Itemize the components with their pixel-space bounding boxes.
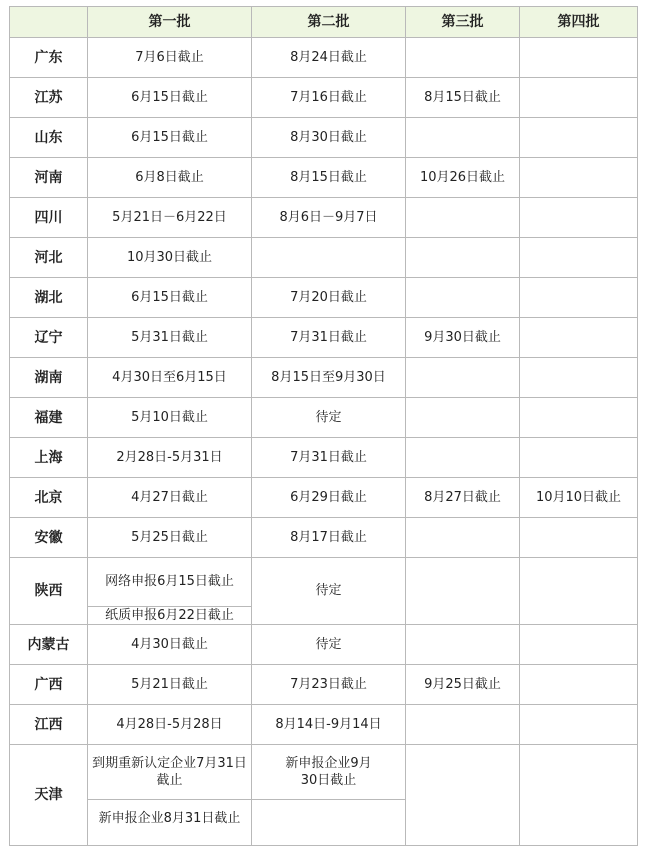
- batch-4-cell: [520, 158, 638, 198]
- province-cell: 广西: [10, 665, 88, 705]
- batch-2-cell: 6月29日截止: [252, 478, 406, 518]
- batch-2-cell: 待定: [252, 625, 406, 665]
- batch-3-cell: 8月15日截止: [406, 78, 520, 118]
- batch-1-cell: 5月31日截止: [88, 318, 252, 358]
- province-cell: 湖北: [10, 278, 88, 318]
- province-cell: 天津: [10, 745, 88, 846]
- batch-1-split-cell: [88, 558, 252, 625]
- province-cell: 辽宁: [10, 318, 88, 358]
- batch-4-cell: [520, 625, 638, 665]
- province-cell: 上海: [10, 438, 88, 478]
- batch-4-cell: [520, 358, 638, 398]
- province-cell: 江西: [10, 705, 88, 745]
- batch-1-cell: 6月8日截止: [88, 158, 252, 198]
- batch-2-cell: 7月31日截止: [252, 438, 406, 478]
- table-row: [10, 665, 638, 705]
- table-row-tianjin: [10, 745, 638, 846]
- batch-2-cell: 7月23日截止: [252, 665, 406, 705]
- online-deadline: 网络申报6月15日截止: [88, 558, 251, 607]
- new-application-deadline-batch-2: 新申报企业9月30日截止: [252, 745, 405, 800]
- batch-2-cell: 8月15日至9月30日: [252, 358, 406, 398]
- header-batch-3: 第三批: [406, 7, 520, 38]
- province-cell: 山东: [10, 118, 88, 158]
- batch-3-cell: [406, 38, 520, 78]
- batch-1-cell: 6月15日截止: [88, 278, 252, 318]
- table-row: [10, 358, 638, 398]
- province-cell: 北京: [10, 478, 88, 518]
- batch-2-cell: 8月15日截止: [252, 158, 406, 198]
- new-application-deadline: 新申报企业8月31日截止: [98, 811, 241, 826]
- batch-1-cell: 5月25日截止: [88, 518, 252, 558]
- batch-3-cell: [406, 358, 520, 398]
- header-corner: [10, 7, 88, 38]
- batch-3-cell: [406, 705, 520, 745]
- batch-3-cell: 10月26日截止: [406, 158, 520, 198]
- table-row: [10, 278, 638, 318]
- renewal-deadline: 到期重新认定企业7月31日截止: [88, 745, 251, 800]
- empty-subcell: [252, 800, 405, 838]
- table-row: [10, 705, 638, 745]
- table-row: [10, 118, 638, 158]
- batch-3-cell: [406, 745, 520, 846]
- batch-2-cell: 7月31日截止: [252, 318, 406, 358]
- table-row: [10, 518, 638, 558]
- batch-3-cell: [406, 518, 520, 558]
- header-batch-2: 第二批: [252, 7, 406, 38]
- batch-2-cell: 7月16日截止: [252, 78, 406, 118]
- batch-1-split-cell: [88, 745, 252, 846]
- batch-4-cell: [520, 318, 638, 358]
- batch-1-cell: 4月27日截止: [88, 478, 252, 518]
- province-cell: 河南: [10, 158, 88, 198]
- table-row: [10, 198, 638, 238]
- province-cell: 广东: [10, 38, 88, 78]
- table-row: [10, 158, 638, 198]
- batch-2-split-cell: [252, 745, 406, 846]
- batch-2-cell: 待定: [252, 558, 406, 625]
- table-row: [10, 625, 638, 665]
- batch-3-cell: [406, 625, 520, 665]
- batch-1-cell: 2月28日-5月31日: [88, 438, 252, 478]
- batch-4-cell: [520, 745, 638, 846]
- batch-1-cell: 5月10日截止: [88, 398, 252, 438]
- batch-2-cell: 8月6日－9月7日: [252, 198, 406, 238]
- deadline-table: [9, 6, 638, 846]
- batch-4-cell: [520, 198, 638, 238]
- batch-1-cell: 5月21日截止: [88, 665, 252, 705]
- batch-3-cell: [406, 398, 520, 438]
- batch-4-cell: [520, 665, 638, 705]
- table-row: [10, 38, 638, 78]
- batch-4-cell: [520, 118, 638, 158]
- batch-1-cell: 4月28日-5月28日: [88, 705, 252, 745]
- batch-3-cell: [406, 198, 520, 238]
- header-batch-1: 第一批: [88, 7, 252, 38]
- batch-3-cell: [406, 118, 520, 158]
- batch-1-cell: 6月15日截止: [88, 118, 252, 158]
- batch-2-cell: 7月20日截止: [252, 278, 406, 318]
- batch-3-cell: [406, 558, 520, 625]
- province-cell: 湖南: [10, 358, 88, 398]
- batch-1-cell: 5月21日－6月22日: [88, 198, 252, 238]
- batch-4-cell: [520, 438, 638, 478]
- batch-3-cell: 9月30日截止: [406, 318, 520, 358]
- batch-4-cell: [520, 278, 638, 318]
- province-cell: 安徽: [10, 518, 88, 558]
- table-row: [10, 78, 638, 118]
- batch-1-cell: 4月30日截止: [88, 625, 252, 665]
- batch-1-cell: 4月30日至6月15日: [88, 358, 252, 398]
- batch-3-cell: [406, 278, 520, 318]
- batch-1-cell: 10月30日截止: [88, 238, 252, 278]
- batch-3-cell: [406, 438, 520, 478]
- batch-4-cell: [520, 705, 638, 745]
- table-row: [10, 398, 638, 438]
- table-row: [10, 438, 638, 478]
- province-cell: 陕西: [10, 558, 88, 625]
- table-row-shaanxi: [10, 558, 638, 625]
- paper-deadline: 纸质申报6月22日截止: [105, 607, 234, 623]
- batch-3-cell: [406, 238, 520, 278]
- province-cell: 江苏: [10, 78, 88, 118]
- table-row: [10, 238, 638, 278]
- batch-4-cell: [520, 238, 638, 278]
- province-cell: 河北: [10, 238, 88, 278]
- batch-1-cell: 7月6日截止: [88, 38, 252, 78]
- deadline-table-container: [9, 6, 638, 846]
- header-batch-4: 第四批: [520, 7, 638, 38]
- batch-4-cell: [520, 78, 638, 118]
- batch-4-cell: [520, 518, 638, 558]
- batch-2-cell: 8月30日截止: [252, 118, 406, 158]
- batch-2-cell: 待定: [252, 398, 406, 438]
- table-row: [10, 478, 638, 518]
- batch-3-cell: 9月25日截止: [406, 665, 520, 705]
- table-row: [10, 318, 638, 358]
- province-cell: 内蒙古: [10, 625, 88, 665]
- batch-2-cell: 8月17日截止: [252, 518, 406, 558]
- batch-2-cell: 8月14日-9月14日: [252, 705, 406, 745]
- batch-2-cell: 8月24日截止: [252, 38, 406, 78]
- province-cell: 四川: [10, 198, 88, 238]
- header-row: [10, 7, 638, 38]
- batch-4-cell: [520, 558, 638, 625]
- batch-4-cell: [520, 398, 638, 438]
- batch-3-cell: 8月27日截止: [406, 478, 520, 518]
- batch-2-cell: [252, 238, 406, 278]
- province-cell: 福建: [10, 398, 88, 438]
- batch-4-cell: [520, 38, 638, 78]
- batch-4-cell: 10月10日截止: [520, 478, 638, 518]
- batch-1-cell: 6月15日截止: [88, 78, 252, 118]
